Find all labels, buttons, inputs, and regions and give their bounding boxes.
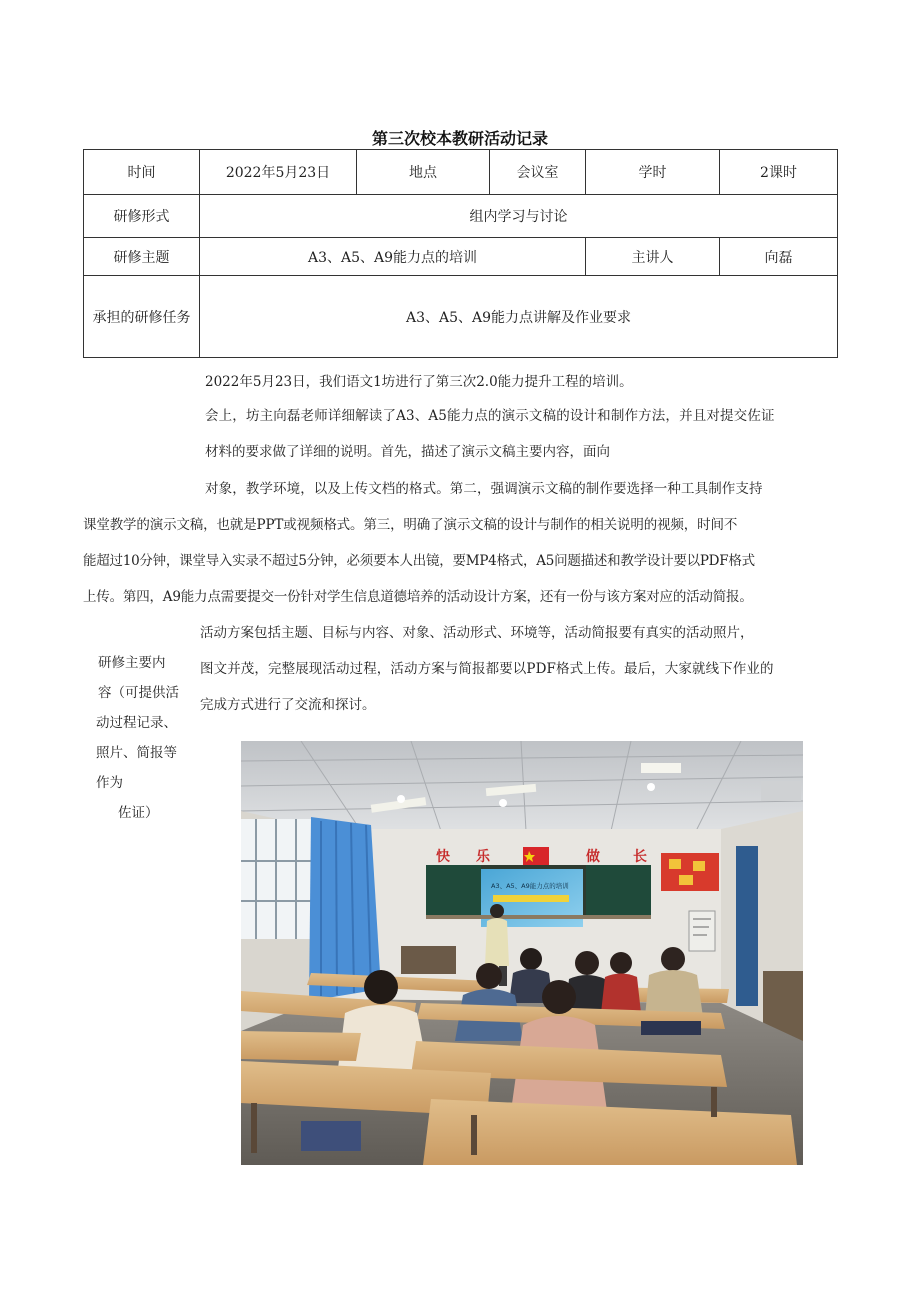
hours-label: 学时 (586, 150, 720, 195)
form-value: 组内学习与讨论 (200, 195, 838, 238)
content-line-2: 会上，坊主向磊老师详细解读了A3、A5能力点的演示文稿的设计和制作方法，并且对提交佐证 (205, 408, 775, 424)
side-label-line: 动过程记录、 (96, 715, 177, 731)
speaker-value: 向磊 (720, 238, 838, 276)
table-row (84, 238, 838, 276)
side-label-line: 研修主要内 (98, 655, 166, 671)
table-row (84, 150, 838, 195)
task-value: A3、A5、A9能力点讲解及作业要求 (200, 276, 838, 358)
content-line-10: 完成方式进行了交流和探讨。 (200, 697, 376, 713)
content-line-8: 活动方案包括主题、目标与内容、对象、活动形式、环境等，活动简报要有真实的活动照片， (200, 625, 754, 641)
side-label-line: 照片、简报等 (96, 745, 177, 761)
speaker-label: 主讲人 (586, 238, 720, 276)
banner-char: 长 (633, 849, 647, 865)
table-row (84, 195, 838, 238)
content-line-4: 对象，教学环境，以及上传文档的格式。第二，强调演示文稿的制作要选择一种工具制作支持 (205, 481, 763, 497)
document-title: 第三次校本教研活动记录 (371, 129, 548, 148)
content-line-3: 材料的要求做了详细的说明。首先，描述了演示文稿主要内容，面向 (205, 444, 610, 460)
topic-value: A3、A5、A9能力点的培训 (200, 238, 586, 276)
banner-char: 做 (586, 849, 600, 865)
hours-value: 2课时 (720, 150, 838, 195)
topic-label: 研修主题 (84, 238, 200, 276)
banner-char: 快 (436, 849, 450, 865)
content-line-6: 能超过10分钟，课堂导入实录不超过5分钟，必须要本人出镜，要MP4格式，A5问题描述和教学设计要以PDF格式 (83, 553, 755, 569)
side-label-line: 佐证） (118, 805, 159, 821)
record-table (83, 149, 838, 358)
content-line-5: 课堂教学的演示文稿，也就是PPT或视频格式。第三，明确了演示文稿的设计与制作的相关说明的视频，时间不 (83, 517, 738, 533)
time-value: 2022年5月23日 (200, 150, 357, 195)
content-line-7: 上传。第四，A9能力点需要提交一份针对学生信息道德培养的活动设计方案，还有一份与该方案对应的活动简报。 (83, 589, 753, 605)
classroom-photo (241, 741, 803, 1165)
content-line-9: 图文并茂，完整展现活动过程，活动方案与简报都要以PDF格式上传。最后，大家就线下作业的 (200, 661, 774, 677)
place-value: 会议室 (490, 150, 586, 195)
time-label: 时间 (84, 150, 200, 195)
screen-title: A3、A5、A9能力点的培训 (491, 882, 569, 890)
content-line-1: 2022年5月23日，我们语文1坊进行了第三次2.0能力提升工程的培训。 (205, 374, 633, 390)
banner-char: 乐 (476, 849, 490, 865)
form-label: 研修形式 (84, 195, 200, 238)
task-label: 承担的研修任务 (84, 276, 200, 358)
side-label-line: 作为 (96, 775, 123, 791)
place-label: 地点 (357, 150, 490, 195)
content-side-label (82, 648, 198, 828)
table-row (84, 276, 838, 358)
side-label-line: 容（可提供活 (98, 685, 179, 701)
